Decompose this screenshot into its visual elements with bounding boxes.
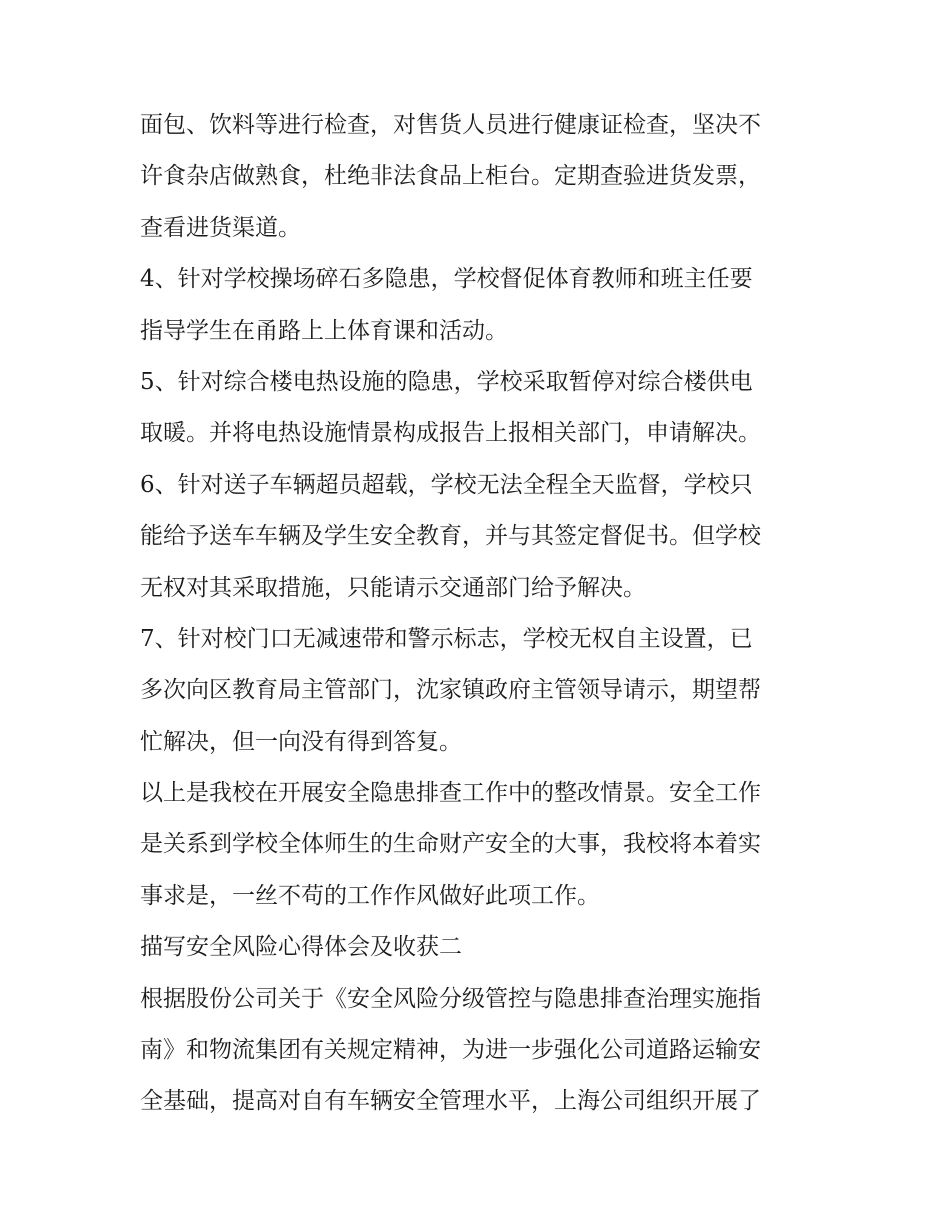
text-line: 许食杂店做熟食，杜绝非法食品上柜台。定期查验进货发票， (140, 163, 761, 190)
text-line: 能给予送车车辆及学生安全教育，并与其签定督促书。但学校 (140, 523, 761, 550)
text-line: 全基础，提高对自有车辆安全管理水平，上海公司组织开展了 (140, 1088, 761, 1115)
text-line: 是关系到学校全体师生的生命财产安全的大事，我校将本着实 (140, 831, 761, 858)
text-line: 事求是，一丝不苟的工作作风做好此项工作。 (140, 882, 600, 909)
text-line: 指导学生在甬路上上体育课和活动。 (140, 317, 508, 344)
text-line: 5、针对综合楼电热设施的隐患，学校采取暂停对综合楼供电 (140, 368, 753, 395)
text-line: 忙解决，但一向没有得到答复。 (140, 728, 462, 755)
text-line: 取暖。并将电热设施情景构成报告上报相关部门，申请解决。 (140, 420, 761, 447)
text-line: 南》和物流集团有关规定精神，为进一步强化公司道路运输安 (140, 1037, 761, 1064)
text-line: 多次向区教育局主管部门，沈家镇政府主管领导请示，期望帮 (140, 677, 761, 704)
text-line: 以上是我校在开展安全隐患排查工作中的整改情景。安全工作 (140, 780, 761, 807)
text-line: 查看进货渠道。 (140, 214, 301, 241)
section-heading: 描写安全风险心得体会及收获二 (140, 934, 462, 961)
text-line: 6、针对送子车辆超员超载，学校无法全程全天监督，学校只 (140, 471, 753, 498)
text-line: 4、针对学校操场碎石多隐患，学校督促体育教师和班主任要 (140, 266, 753, 293)
text-line: 面包、饮料等进行检查，对售货人员进行健康证检查，坚决不 (140, 112, 761, 138)
body-text (140, 100, 820, 1128)
text-line: 无权对其采取措施，只能请示交通部门给予解决。 (140, 574, 646, 601)
text-line: 根据股份公司关于《安全风险分级管控与隐患排查治理实施指 (140, 985, 761, 1012)
text-line: 7、针对校门口无减速带和警示标志，学校无权自主设置，已 (140, 625, 753, 652)
